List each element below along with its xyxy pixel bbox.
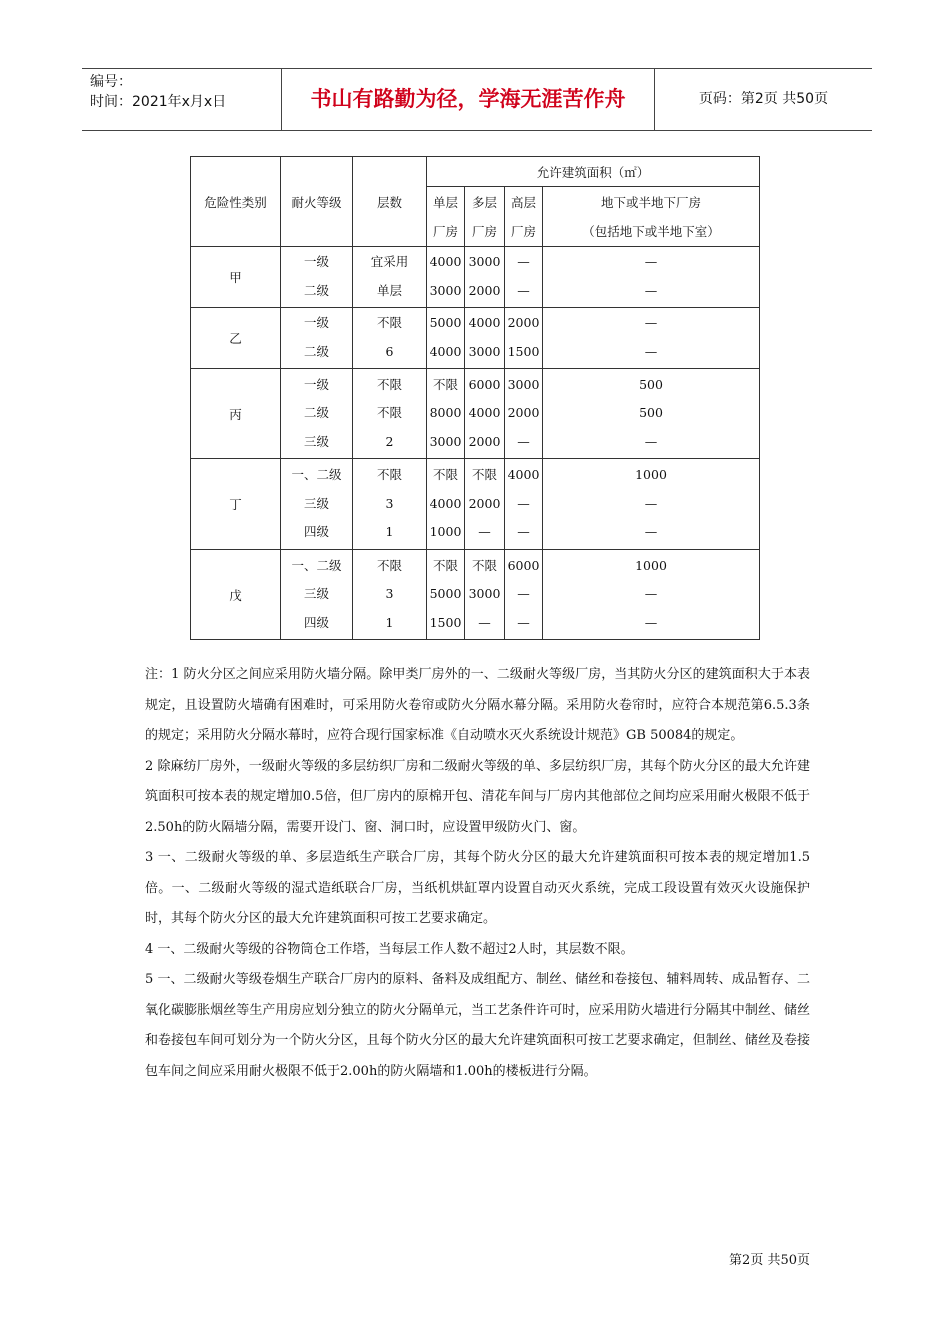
high-rise-area-cell: — — <box>505 247 543 308</box>
single-floor-area-cell: 不限 8000 3000 <box>427 369 465 459</box>
page-header <box>82 68 872 131</box>
high-rise-area-cell: 2000 1500 <box>505 308 543 369</box>
underground-area-cell: 1000 — — <box>543 550 760 640</box>
table-row <box>191 247 760 308</box>
hazard-category: 乙 <box>191 308 281 369</box>
floors-cell: 不限 不限 2 <box>353 369 427 459</box>
col-header-underground: 地下或半地下厂房 （包括地下或半地下室） <box>543 187 760 247</box>
header-meta <box>90 72 226 112</box>
col-header-single: 单层 厂房 <box>427 187 465 247</box>
hazard-category: 戊 <box>191 550 281 640</box>
multi-floor-area-cell: 不限 2000 — <box>465 459 505 550</box>
col-header-multi: 多层 厂房 <box>465 187 505 247</box>
fire-rating-cell: 一级 二级 <box>281 308 353 369</box>
fire-rating-cell: 一、二级 三级 四级 <box>281 550 353 640</box>
table-row <box>191 369 760 459</box>
floors-cell: 不限 3 1 <box>353 550 427 640</box>
underground-area-cell: 1000 — — <box>543 459 760 550</box>
high-rise-area-cell: 6000 — — <box>505 550 543 640</box>
underground-area-cell: — — <box>543 247 760 308</box>
multi-floor-area-cell: 4000 3000 <box>465 308 505 369</box>
col-header-fire-rating: 耐火等级 <box>281 157 353 247</box>
underground-area-cell: 500 500 — <box>543 369 760 459</box>
col-header-allowed-area: 允许建筑面积（㎡） <box>427 157 760 187</box>
high-rise-area-cell: 3000 2000 — <box>505 369 543 459</box>
hazard-category: 丙 <box>191 369 281 459</box>
multi-floor-area-cell: 不限 3000 — <box>465 550 505 640</box>
table-notes <box>145 660 810 1087</box>
hazard-category: 丁 <box>191 459 281 550</box>
floors-cell: 不限 3 1 <box>353 459 427 550</box>
header-motto: 书山有路勤为径，学海无涯苦作舟 <box>310 87 626 111</box>
time-label: 时间：2021年x月x日 <box>90 94 227 110</box>
col-header-floors: 层数 <box>353 157 427 247</box>
note-paragraph: 5 一、二级耐火等级卷烟生产联合厂房内的原料、备料及成组配方、制丝、储丝和卷接包、辅料周转、成品暂存、二氧化碳膨胀烟丝等生产用房应划分独立的防火分隔单元，当工艺条件许可时，应采用防火墙进行分隔其中制丝、储丝和卷接包车间可划分为一个防火分区，且每个防火分区的最大允许建筑面积可按工艺要求确定，但制丝、储丝及卷接包车间之间应采用耐火极限不低于2.00h的防火隔墙和1.00h的楼板进行分隔。 <box>145 972 810 1079</box>
single-floor-area-cell: 4000 3000 <box>427 247 465 308</box>
table-row <box>191 308 760 369</box>
single-floor-area-cell: 不限 4000 1000 <box>427 459 465 550</box>
floors-cell: 宜采用 单层 <box>353 247 427 308</box>
page-footer: 第2页 共50页 <box>729 1253 810 1268</box>
floors-cell: 不限 6 <box>353 308 427 369</box>
table-row <box>191 459 760 550</box>
note-paragraph: 注：1 防火分区之间应采用防火墙分隔。除甲类厂房外的一、二级耐火等级厂房，当其防火分区的建筑面积大于本表规定，且设置防火墙确有困难时，可采用防火卷帘或防火分隔水幕分隔。采用防火卷帘时，应符合本规范第6.5.3条的规定；采用防火分隔水幕时，应符合现行国家标准《自动喷水灭火系统设计规范》GB 50084的规定。 <box>145 667 810 743</box>
note-paragraph: 3 一、二级耐火等级的单、多层造纸生产联合厂房，其每个防火分区的最大允许建筑面积可按本表的规定增加1.5倍。一、二级耐火等级的湿式造纸联合厂房，当纸机烘缸罩内设置自动灭火系统，完成工段设置有效灭火设施保护时，其每个防火分区的最大允许建筑面积可按工艺要求确定。 <box>145 850 810 926</box>
multi-floor-area-cell: 6000 4000 2000 <box>465 369 505 459</box>
multi-floor-area-cell: 3000 2000 <box>465 247 505 308</box>
note-paragraph: 4 一、二级耐火等级的谷物筒仓工作塔，当每层工作人数不超过2人时，其层数不限。 <box>145 941 634 957</box>
single-floor-area-cell: 5000 4000 <box>427 308 465 369</box>
fire-rating-cell: 一级 二级 <box>281 247 353 308</box>
col-header-hazard: 危险性类别 <box>191 157 281 247</box>
fire-rating-cell: 一、二级 三级 四级 <box>281 459 353 550</box>
number-label: 编号： <box>90 74 132 90</box>
fire-compartment-table <box>190 156 760 640</box>
col-header-high: 高层 厂房 <box>505 187 543 247</box>
underground-area-cell: — — <box>543 308 760 369</box>
fire-rating-cell: 一级 二级 三级 <box>281 369 353 459</box>
header-page-label: 页码：第2页 共50页 <box>698 91 829 107</box>
high-rise-area-cell: 4000 — — <box>505 459 543 550</box>
single-floor-area-cell: 不限 5000 1500 <box>427 550 465 640</box>
note-paragraph: 2 除麻纺厂房外，一级耐火等级的多层纺织厂房和二级耐火等级的单、多层纺织厂房，其每个防火分区的最大允许建筑面积可按本表的规定增加0.5倍，但厂房内的原棉开包、清花车间与厂房内其他部位之间均应采用耐火极限不低于2.50h的防火隔墙分隔，需要开设门、窗、洞口时，应设置甲级防火门、窗。 <box>145 758 810 835</box>
table-row <box>191 550 760 640</box>
hazard-category: 甲 <box>191 247 281 308</box>
